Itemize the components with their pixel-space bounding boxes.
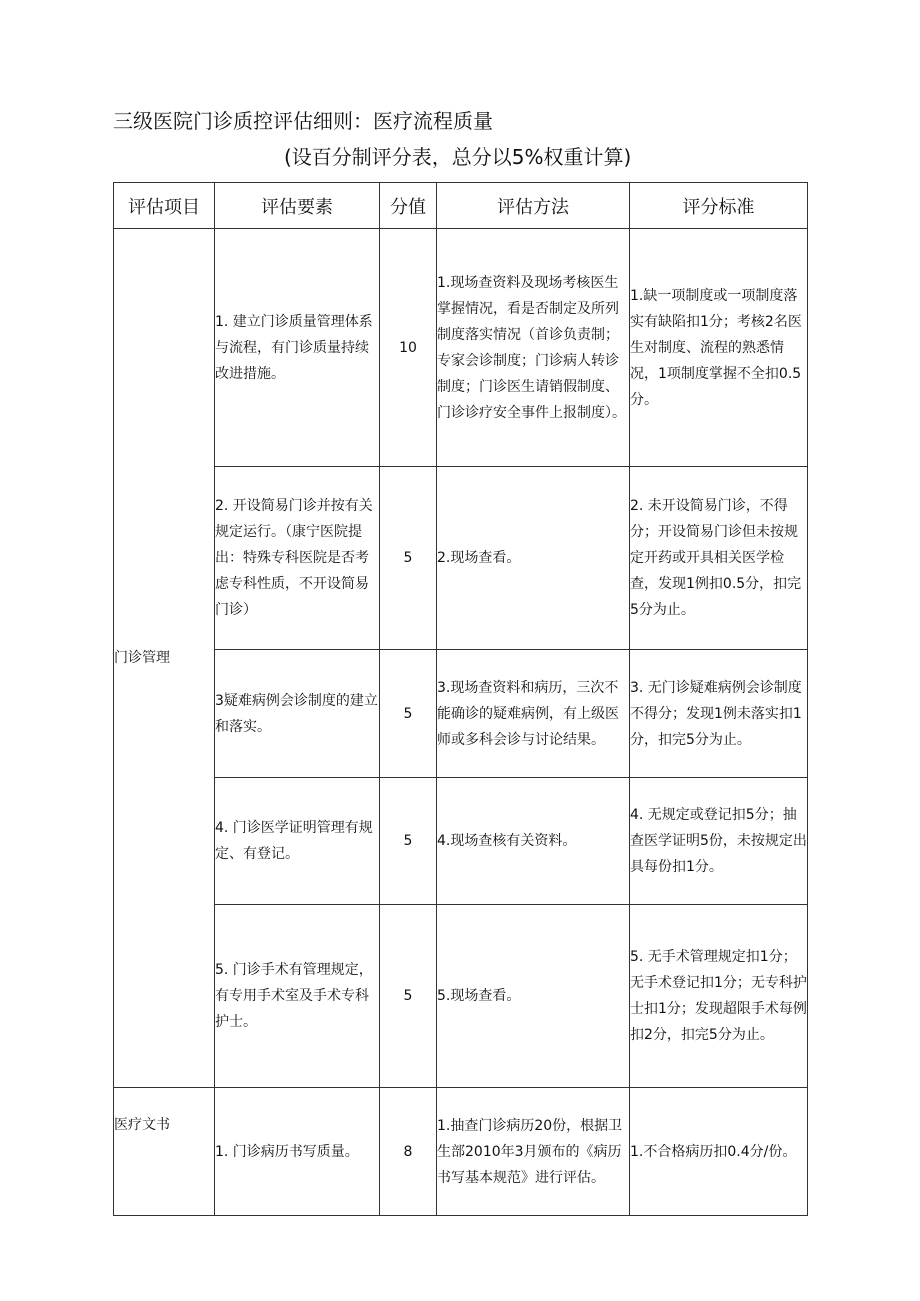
standard-text: 1.缺一项制度或一项制度落实有缺陷扣1分；考核2名医生对制度、流程的熟悉情况，1项制度掌握不全扣0.5分。 [630, 287, 802, 408]
score-cell [380, 229, 437, 467]
element-text: 2. 开设简易门诊并按有关规定运行。（康宁医院提出：特殊专科医院是否考虑专科性质，不开设简易门诊） [215, 498, 373, 618]
score-value: 5 [403, 833, 413, 849]
standard-text: 2. 未开设简易门诊，不得分；开设简易门诊但未按规定开药或开具相关医学检查，发现1例扣0.5分，扣完5分为止。 [630, 498, 802, 618]
standard-text: 5. 无手术管理规定扣1分；无手术登记扣1分；无专科护士扣1分；发现超限手术每例扣2分，扣完5分为止。 [630, 949, 807, 1043]
standard-cell [630, 905, 808, 1088]
score-value: 10 [399, 339, 417, 356]
method-text: 1.抽查门诊病历20份，根据卫生部2010年3月颁布的《病历书写基本规范》进行评估。 [437, 1117, 623, 1186]
method-text: 5.现场查看。 [437, 988, 521, 1004]
score-value: 5 [403, 988, 413, 1004]
table-row [114, 1088, 808, 1216]
standard-cell [630, 229, 808, 467]
method-cell [437, 229, 630, 467]
header-score: 分值 [380, 183, 437, 229]
method-cell [437, 650, 630, 778]
category-label: 门诊管理 [114, 650, 170, 666]
table-row [114, 229, 808, 467]
table-row [114, 905, 808, 1088]
category-cell [114, 229, 215, 1088]
score-cell [380, 650, 437, 778]
element-text: 5. 门诊手术有管理规定，有专用手术室及手术专科护士。 [215, 962, 373, 1030]
score-cell [380, 467, 437, 650]
standard-text: 4. 无规定或登记扣5分；抽查医学证明5份，未按规定出具每份扣1分。 [630, 807, 807, 875]
header-category: 评估项目 [114, 183, 215, 229]
table-row [114, 650, 808, 778]
document-title: 三级医院门诊质控评估细则：医疗流程质量 [113, 109, 493, 133]
standard-cell [630, 778, 808, 905]
header-standard: 评分标准 [630, 183, 808, 229]
method-cell [437, 1088, 630, 1216]
element-cell [215, 467, 380, 650]
header-method: 评估方法 [437, 183, 630, 229]
score-value: 5 [403, 550, 413, 566]
standard-cell [630, 467, 808, 650]
element-cell [215, 905, 380, 1088]
standard-cell [630, 650, 808, 778]
standard-cell [630, 1088, 808, 1216]
evaluation-table [113, 182, 808, 1216]
method-text: 4.现场查核有关资料。 [437, 833, 577, 849]
element-text: 4. 门诊医学证明管理有规定、有登记。 [215, 820, 373, 862]
element-cell [215, 650, 380, 778]
category-cell [114, 1088, 215, 1216]
method-text: 2.现场查看。 [437, 550, 521, 566]
category-label: 医疗文书 [114, 1117, 170, 1133]
document-subtitle: (设百分制评分表，总分以5%权重计算) [284, 145, 632, 169]
table-row [114, 778, 808, 905]
element-text: 1. 建立门诊质量管理体系与流程，有门诊质量持续改进措施。 [215, 313, 373, 382]
method-text: 3.现场查资料和病历，三次不能确诊的疑难病例，有上级医师或多科会诊与讨论结果。 [437, 679, 619, 748]
standard-text: 1.不合格病历扣0.4分/份。 [630, 1143, 797, 1160]
table-header-row [114, 183, 808, 229]
score-value: 5 [403, 705, 413, 722]
method-text: 1.现场查资料及现场考核医生掌握情况，看是否制定及所列制度落实情况（首诊负责制；专家会诊制度；门诊病人转诊制度；门诊医生请销假制度、门诊诊疗安全事件上报制度）。 [437, 274, 626, 421]
method-cell [437, 905, 630, 1088]
element-cell [215, 1088, 380, 1216]
table-row [114, 467, 808, 650]
score-cell [380, 1088, 437, 1216]
element-text: 3疑难病例会诊制度的建立和落实。 [215, 692, 378, 735]
standard-text: 3. 无门诊疑难病例会诊制度不得分；发现1例未落实扣1分，扣完5分为止。 [630, 679, 802, 748]
score-cell [380, 778, 437, 905]
method-cell [437, 467, 630, 650]
element-text: 1. 门诊病历书写质量。 [215, 1143, 359, 1160]
method-cell [437, 778, 630, 905]
element-cell [215, 778, 380, 905]
score-cell [380, 905, 437, 1088]
header-element: 评估要素 [215, 183, 380, 229]
element-cell [215, 229, 380, 467]
score-value: 8 [403, 1143, 413, 1160]
